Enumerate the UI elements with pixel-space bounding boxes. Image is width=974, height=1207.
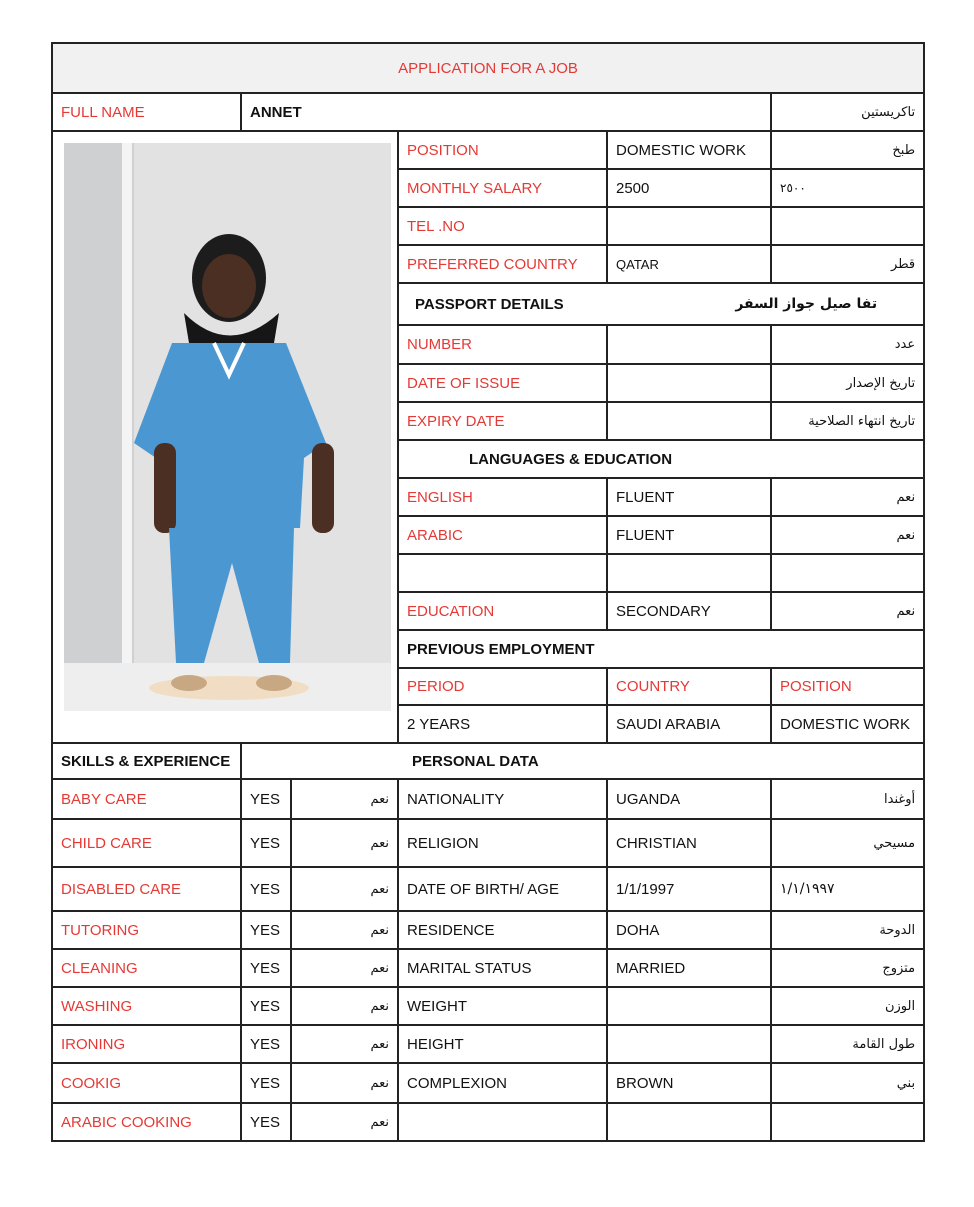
- skill-yes-arabic: نعم: [291, 911, 398, 949]
- passport-number-value: [607, 325, 771, 364]
- personal-label: WEIGHT: [398, 987, 607, 1025]
- skill-yes: YES: [241, 987, 291, 1025]
- skill-yes: YES: [241, 1103, 291, 1141]
- personal-arabic: بني: [771, 1063, 924, 1103]
- personal-label: HEIGHT: [398, 1025, 607, 1063]
- passport-heading-arabic: تفا صيل جواز السفر: [735, 296, 878, 312]
- personal-label: [398, 1103, 607, 1141]
- skill-yes-arabic: نعم: [291, 1025, 398, 1063]
- personal-label: NATIONALITY: [398, 779, 607, 819]
- english-arabic: نعم: [771, 478, 924, 516]
- employment-header-period: PERIOD: [398, 668, 607, 705]
- skill-label: DISABLED CARE: [52, 867, 241, 911]
- salary-arabic: ٢٥٠٠: [771, 169, 924, 207]
- skill-yes: YES: [241, 911, 291, 949]
- expiry-date-label: EXPIRY DATE: [398, 402, 607, 440]
- skill-label: TUTORING: [52, 911, 241, 949]
- skill-yes-arabic: نعم: [291, 987, 398, 1025]
- country-value: QATAR: [607, 245, 771, 283]
- passport-heading-cell: [398, 283, 924, 325]
- skill-yes-arabic: نعم: [291, 1103, 398, 1141]
- personal-arabic: طول القامة: [771, 1025, 924, 1063]
- skill-label: CLEANING: [52, 949, 241, 987]
- arabic-arabic: نعم: [771, 516, 924, 554]
- issue-date-label: DATE OF ISSUE: [398, 364, 607, 402]
- employment-header-position: POSITION: [771, 668, 924, 705]
- skill-yes: YES: [241, 779, 291, 819]
- personal-heading: PERSONAL DATA: [241, 743, 924, 779]
- skill-yes: YES: [241, 867, 291, 911]
- applicant-photo: [64, 143, 391, 711]
- salary-value: 2500: [607, 169, 771, 207]
- personal-label: DATE OF BIRTH/ AGE: [398, 867, 607, 911]
- country-arabic: قطر: [771, 245, 924, 283]
- education-value: SECONDARY: [607, 592, 771, 630]
- full-name-value: ANNET: [241, 93, 771, 131]
- issue-date-arabic: تاريخ الإصدار: [771, 364, 924, 402]
- position-value: DOMESTIC WORK: [607, 131, 771, 169]
- skill-yes-arabic: نعم: [291, 819, 398, 867]
- employment-header-country: COUNTRY: [607, 668, 771, 705]
- blank-language-label: [398, 554, 607, 592]
- personal-value: 1/1/1997: [607, 867, 771, 911]
- skill-yes: YES: [241, 1025, 291, 1063]
- passport-number-label: NUMBER: [398, 325, 607, 364]
- tel-label: TEL .NO: [398, 207, 607, 245]
- issue-date-value: [607, 364, 771, 402]
- position-label: POSITION: [398, 131, 607, 169]
- skill-label: BABY CARE: [52, 779, 241, 819]
- employment-position: DOMESTIC WORK: [771, 705, 924, 743]
- personal-label: COMPLEXION: [398, 1063, 607, 1103]
- personal-value: MARRIED: [607, 949, 771, 987]
- personal-value: [607, 1103, 771, 1141]
- skills-heading: SKILLS & EXPERIENCE: [52, 743, 241, 779]
- personal-label: RESIDENCE: [398, 911, 607, 949]
- passport-number-arabic: عدد: [771, 325, 924, 364]
- tel-arabic: [771, 207, 924, 245]
- arabic-label: ARABIC: [398, 516, 607, 554]
- personal-label: MARITAL STATUS: [398, 949, 607, 987]
- tel-value: [607, 207, 771, 245]
- skill-yes: YES: [241, 949, 291, 987]
- skill-label: COOKIG: [52, 1063, 241, 1103]
- personal-value: [607, 987, 771, 1025]
- arabic-value: FLUENT: [607, 516, 771, 554]
- skill-label: WASHING: [52, 987, 241, 1025]
- personal-value: [607, 1025, 771, 1063]
- expiry-date-value: [607, 402, 771, 440]
- skill-yes-arabic: نعم: [291, 867, 398, 911]
- skill-label: ARABIC COOKING: [52, 1103, 241, 1141]
- skill-label: CHILD CARE: [52, 819, 241, 867]
- personal-value: CHRISTIAN: [607, 819, 771, 867]
- blank-language-arabic: [771, 554, 924, 592]
- blank-language-value: [607, 554, 771, 592]
- skill-yes-arabic: نعم: [291, 779, 398, 819]
- employment-period: 2 YEARS: [398, 705, 607, 743]
- personal-arabic: الوزن: [771, 987, 924, 1025]
- personal-label: RELIGION: [398, 819, 607, 867]
- expiry-date-arabic: تاريخ انتهاء الصلاحية: [771, 402, 924, 440]
- salary-label: MONTHLY SALARY: [398, 169, 607, 207]
- english-value: FLUENT: [607, 478, 771, 516]
- personal-value: DOHA: [607, 911, 771, 949]
- personal-arabic: مسيحي: [771, 819, 924, 867]
- employment-heading: PREVIOUS EMPLOYMENT: [398, 630, 924, 668]
- passport-heading: PASSPORT DETAILS: [415, 295, 564, 313]
- english-label: ENGLISH: [398, 478, 607, 516]
- personal-value: BROWN: [607, 1063, 771, 1103]
- personal-arabic: متزوج: [771, 949, 924, 987]
- full-name-arabic: تاكريستين: [771, 93, 924, 131]
- skill-yes: YES: [241, 819, 291, 867]
- position-arabic: طبخ: [771, 131, 924, 169]
- skill-yes-arabic: نعم: [291, 949, 398, 987]
- skill-yes-arabic: نعم: [291, 1063, 398, 1103]
- personal-arabic: ١/١/١٩٩٧: [771, 867, 924, 911]
- personal-arabic: أوغندا: [771, 779, 924, 819]
- skill-label: IRONING: [52, 1025, 241, 1063]
- employment-country: SAUDI ARABIA: [607, 705, 771, 743]
- full-name-label: FULL NAME: [52, 93, 241, 131]
- photo-cell: [52, 131, 398, 743]
- personal-arabic: الدوحة: [771, 911, 924, 949]
- languages-heading: LANGUAGES & EDUCATION: [398, 440, 924, 478]
- education-arabic: نعم: [771, 592, 924, 630]
- skill-yes: YES: [241, 1063, 291, 1103]
- country-label: PREFERRED COUNTRY: [398, 245, 607, 283]
- form-title: APPLICATION FOR A JOB: [52, 43, 924, 93]
- personal-arabic: [771, 1103, 924, 1141]
- application-form: [51, 42, 925, 1142]
- personal-value: UGANDA: [607, 779, 771, 819]
- education-label: EDUCATION: [398, 592, 607, 630]
